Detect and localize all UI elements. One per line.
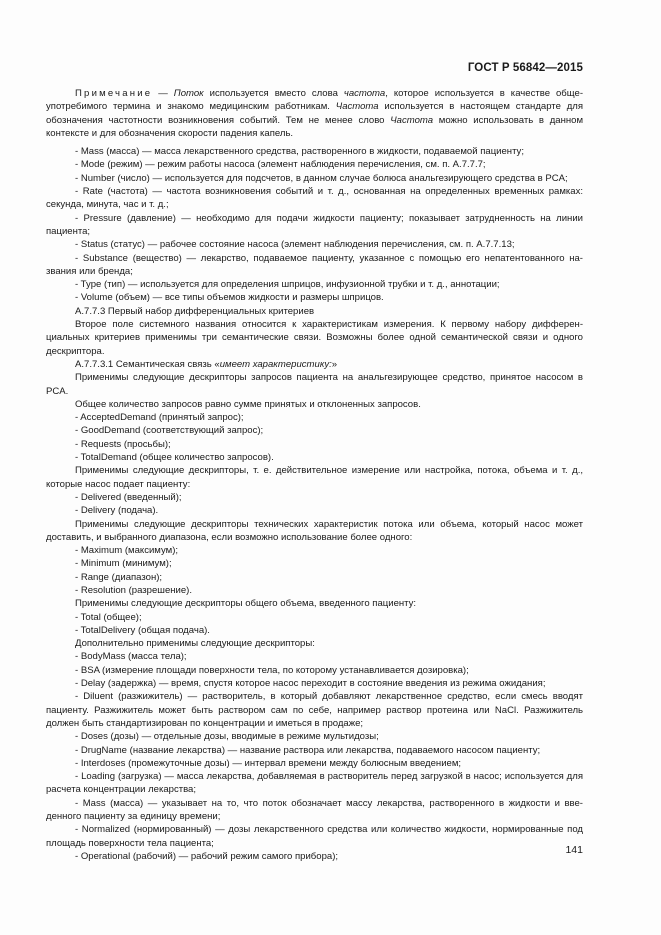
list-item-loading: - Loading (загрузка) — масса лекарства, добавляемая в растворитель перед загрузкой в насос; используется для расчета концентрации лекарства; bbox=[46, 771, 583, 796]
note-text-4: можно использовать в данном контексте и для обозначения скорости падения капель. bbox=[46, 114, 584, 139]
paragraph-total-demand: Общее количество запросов равно сумме принятых и отклоненных запросов. bbox=[75, 398, 421, 410]
paragraph-total-volume-descriptors: Применимы следующие дескрипторы общего объема, введенного пациенту: bbox=[75, 598, 417, 610]
list-item-minimum: - Minimum (минимум); bbox=[75, 558, 172, 570]
list-item-resolution: - Resolution (разрешение). bbox=[75, 584, 192, 596]
list-item-mode: - Mode (режим) — режим работы насоса (элемент наблюдения перечисления, см. п. А.7.7.7; bbox=[75, 159, 486, 171]
subsection-heading-a7731 bbox=[46, 358, 583, 371]
list-item-type: - Type (тип) — используется для определения шприцов, инфузионной трубки и т. д., аннотации; bbox=[75, 279, 500, 291]
list-item-accepteddemand: - AcceptedDemand (принятый запрос); bbox=[75, 412, 244, 424]
paragraph-demand-descriptors: Применимы следующие дескрипторы запросов пациента на анальгезирующее средство, принятое насосом в PCA. bbox=[46, 372, 583, 397]
list-item-total: - Total (общее); bbox=[75, 611, 142, 623]
list-item-totaldelivery: - TotalDelivery (общая подача). bbox=[75, 624, 210, 636]
list-item-bsa: - BSA (измерение площади поверхности тела, по которому устанавливается дозировка); bbox=[75, 664, 469, 676]
list-item-drugname: - DrugName (название лекарства) — название раствора или лекарства, подаваемого насосом пациенту; bbox=[75, 744, 541, 756]
list-item-pressure: - Pressure (давление) — необходимо для подачи жидкости пациенту; показывает затрудненность на линии пациента; bbox=[46, 212, 583, 237]
page-number: 141 bbox=[565, 844, 583, 856]
list-item-normalized: - Normalized (нормированный) — дозы лекарственного средства или количество жидкости, нормированные под площадь поверхности тела пациента; bbox=[46, 824, 583, 849]
list-item-rate: - Rate (частота) — частота возникновения событий и т. д., основанная на определенных временных рамках: секунда, минута, час и т. д.; bbox=[46, 186, 583, 211]
note-label: Примечание bbox=[75, 88, 153, 99]
standard-header: ГОСТ Р 56842—2015 bbox=[467, 62, 583, 74]
list-item-bodymass: - BodyMass (масса тела); bbox=[75, 651, 187, 663]
list-item-maximum: - Maximum (максимум); bbox=[75, 545, 179, 557]
section-paragraph: Второе поле системного названия относится к характеристикам измерения. К первому набору дифферен-циальных критериев применимы три семантические связи. Возможны более одной семантической связи и одного дескриптора. bbox=[46, 319, 583, 357]
list-item-operational: - Operational (рабочий) — рабочий режим самого прибора); bbox=[75, 850, 339, 862]
note-term-potok: Поток bbox=[173, 88, 204, 99]
list-item-requests: - Requests (просьбы); bbox=[75, 438, 171, 450]
list-item-mass: - Mass (масса) — масса лекарственного средства, растворенного в жидкости, подаваемой пациенту; bbox=[75, 146, 524, 158]
list-item-status: - Status (статус) — рабочее состояние насоса (элемент наблюдения перечисления, см. п. А.7.7.13; bbox=[75, 239, 515, 251]
list-item-delivery: - Delivery (подача). bbox=[75, 505, 159, 517]
note-text-3: используется в настоящем стандарте для обозначения частотности возникновения событий. Тем не менее слово bbox=[46, 101, 584, 126]
list-item-interdoses: - Interdoses (промежуточные дозы) — интервал времени между болюсным введением; bbox=[75, 757, 462, 769]
list-item-delay: - Delay (задержка) — время, спустя которое насос переходит в состояние введения из режима ожидания; bbox=[75, 678, 546, 690]
section-heading-a773: А.7.7.3 Первый набор дифференциальных критериев bbox=[75, 305, 315, 317]
list-item-number: - Number (число) — используется для подсчетов, в данном случае болюса анальгезирующего средства в PCA; bbox=[75, 172, 568, 184]
list-item-diluent: - Diluent (разжижитель) — растворитель, в который добавляют лекарственное средство, если смесь вводят пациенту. Разжижитель может быть раствором сам по себе, например раствор протеина или NaCl. Разжижитель должен быть стандартизирован по концентрации и иметься в продаже; bbox=[46, 691, 583, 729]
subsection-prefix: А.7.7.3.1 Семантическая связь « bbox=[75, 358, 220, 370]
paragraph-technical-descriptors: Применимы следующие дескрипторы технических характеристик потока или объема, который насос может доставить, и выбранного диапазона, если возможно использование более одного: bbox=[46, 518, 583, 543]
paragraph-additional-descriptors: Дополнительно применимы следующие дескрипторы: bbox=[75, 638, 315, 650]
list-item-mass-flow: - Mass (масса) — указывает на то, что поток обозначает массу лекарства, растворенного в жидкости и вве-денного пациенту за единицу времени; bbox=[46, 797, 583, 823]
list-item-range: - Range (диапазон); bbox=[75, 571, 163, 583]
list-item-totaldemand: - TotalDemand (общее количество запросов). bbox=[75, 452, 274, 464]
note-dash: — bbox=[152, 88, 174, 99]
list-item-substance: - Substance (вещество) — лекарство, подаваемое пациенту, указанное с помощью его непатентованного на-звания или бренда; bbox=[46, 252, 583, 277]
note-paragraph bbox=[46, 87, 583, 140]
paragraph-delivery-descriptors: Применимы следующие дескрипторы, т. е. действительное измерение или настройка, потока, объема и т. д., которые насос подает пациенту: bbox=[46, 465, 583, 490]
document-body bbox=[46, 87, 583, 863]
note-term-chastota-2: Частота bbox=[335, 101, 379, 113]
note-term-chastota: частота bbox=[343, 88, 386, 99]
list-item-delivered: - Delivered (введенный); bbox=[75, 491, 182, 503]
note-text-1: используется вместо слова bbox=[203, 88, 344, 99]
subsection-term: имеет характеристику: bbox=[219, 358, 332, 370]
note-term-chastota-3: Частота bbox=[390, 114, 434, 126]
note-text-2: , которое используется в качестве обще-употребимого термина и знакомо медицинским работникам. bbox=[46, 88, 583, 113]
subsection-suffix: » bbox=[331, 358, 338, 370]
list-item-volume: - Volume (объем) — все типы объемов жидкости и размеры шприцов. bbox=[75, 292, 384, 304]
list-item-gooddemand: - GoodDemand (соответствующий запрос); bbox=[75, 425, 264, 437]
list-item-doses: - Doses (дозы) — отдельные дозы, вводимые в режиме мультидозы; bbox=[75, 731, 379, 743]
